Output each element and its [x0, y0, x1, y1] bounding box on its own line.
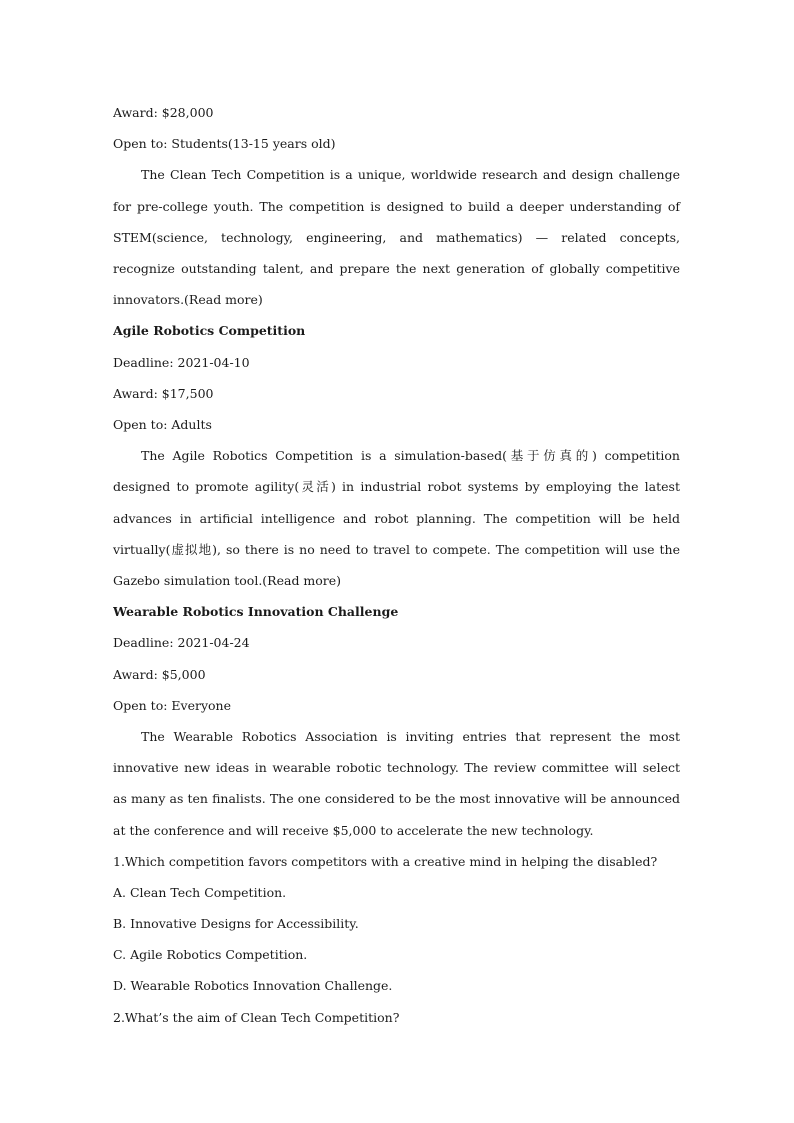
- wearable-robotics-open-to: Open to: Everyone: [113, 697, 231, 713]
- question-1-option-a: A. Clean Tech Competition.: [113, 884, 287, 900]
- question-1-option-d: D. Wearable Robotics Innovation Challenge.: [113, 978, 393, 994]
- clean-tech-award: Award: $28,000: [113, 105, 214, 120]
- document-page: [113, 97, 680, 1033]
- wearable-robotics-award: Award: $5,000: [113, 666, 206, 682]
- agile-robotics-open-to: Open to: Adults: [113, 416, 212, 432]
- question-1-option-b: B. Innovative Designs for Accessibility.: [113, 916, 359, 932]
- question-1-stem: 1.Which competition favors competitors with a creative mind in helping the disabled?: [113, 853, 658, 869]
- agile-robotics-award: Award: $17,500: [113, 385, 214, 401]
- agile-robotics-description: The Agile Robotics Competition is a simulation-based(基于仿真的) competition designed to promote agility(灵活) in industrial robot systems by employing the latest advances in artificial intelligence and robot planning. The competition will be held virtually(虚拟地), so there is no need to travel to compete. The competition will use the Gazebo simulation tool.(Read more): [113, 448, 680, 588]
- clean-tech-description: The Clean Tech Competition is a unique, worldwide research and design challenge for pre-college youth. The competition is designed to build a deeper understanding of STEM(science, technology, engineering, and mathematics) — related concepts, recognize outstanding talent, and prepare the next generation of globally competitive innovators.(Read more): [113, 167, 680, 308]
- agile-robotics-title: Agile Robotics Competition: [113, 323, 306, 339]
- question-1-option-c: C. Agile Robotics Competition.: [113, 947, 308, 963]
- question-2-stem: 2.What’s the aim of Clean Tech Competition?: [113, 1009, 400, 1025]
- wearable-robotics-title: Wearable Robotics Innovation Challenge: [113, 604, 399, 620]
- clean-tech-open-to: Open to: Students(13-15 years old): [113, 136, 336, 152]
- wearable-robotics-deadline: Deadline: 2021-04-24: [113, 635, 250, 651]
- wearable-robotics-description: The Wearable Robotics Association is inviting entries that represent the most innovative new ideas in wearable robotic technology. The review committee will select as many as ten finalists. The one considered to be the most innovative will be announced at the conference and will receive $5,000 to accelerate the new technology.: [113, 728, 680, 838]
- agile-robotics-deadline: Deadline: 2021-04-10: [113, 354, 250, 370]
